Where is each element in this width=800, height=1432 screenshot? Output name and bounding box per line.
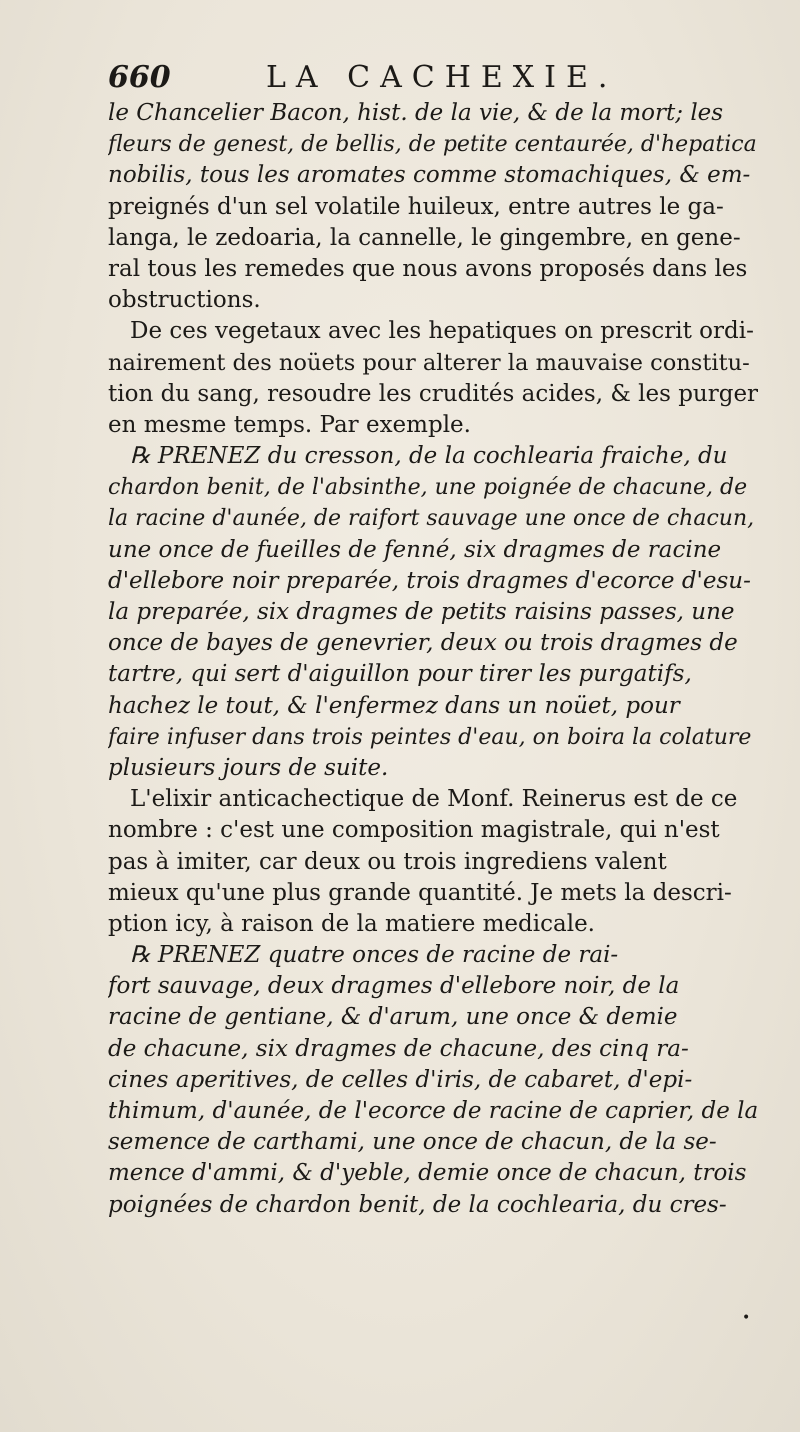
text-line: nobilis, tous les aromates comme stomachiques, & em- <box>108 162 751 189</box>
ink-mark: • <box>742 1310 751 1326</box>
text-line: tion du sang, resoudre les crudités acides, & les purger <box>108 380 758 407</box>
page-number: 660 <box>108 60 171 95</box>
text-line: mence d'ammi, & d'yeble, demie once de chacun, trois <box>108 1160 747 1187</box>
text-line: une once de fueilles de fenné, six dragmes de racine <box>108 536 722 563</box>
text-line: poignées de chardon benit, de la cochlearia, du cres- <box>108 1191 727 1218</box>
text-line: ral tous les remedes que nous avons proposés dans les <box>108 255 748 282</box>
text-line: racine de gentiane, & d'arum, une once & demie <box>108 1004 678 1031</box>
text-line: tartre, qui sert d'aiguillon pour tirer les purgatifs, <box>108 661 692 688</box>
text-line: mieux qu'une plus grande quantité. Je mets la descri- <box>108 879 732 906</box>
text-line: plusieurs jours de suite. <box>108 754 389 781</box>
text-line: en mesme temps. Par exemple. <box>108 411 471 438</box>
text-line: faire infuser dans trois peintes d'eau, on boira la colature <box>108 724 752 750</box>
text-line: cines aperitives, de celles d'iris, de cabaret, d'epi- <box>108 1066 693 1093</box>
paragraph-start: De ces vegetaux avec les hepatiques on prescrit ordi- <box>130 318 754 345</box>
recipe-start: ℞ PRENEZ quatre onces de racine de rai- <box>130 942 619 969</box>
text-line: fleurs de genest, de bellis, de petite centaurée, d'hepatica <box>108 132 757 158</box>
text-line: hachez le tout, & l'enfermez dans un noüet, pour <box>108 692 680 719</box>
text-line: d'ellebore noir preparée, trois dragmes d'ecorce d'esu- <box>108 567 751 594</box>
text-line: once de bayes de genevrier, deux ou trois dragmes de <box>108 630 738 657</box>
text-line: fort sauvage, deux dragmes d'ellebore noir, de la <box>108 973 680 1000</box>
paragraph-start: L'elixir anticachectique de Monf. Reinerus est de ce <box>130 786 738 813</box>
text-line: la preparée, six dragmes de petits raisins passes, une <box>108 599 735 625</box>
text-line: ption icy, à raison de la matiere medicale. <box>108 910 595 937</box>
text-line: chardon benit, de l'absinthe, une poignée de chacune, de <box>108 475 748 501</box>
text-line: langa, le zedoaria, la cannelle, le gingembre, en gene- <box>108 224 741 251</box>
text-line: nairement des noüets pour alterer la mauvaise constitu- <box>108 349 750 376</box>
text-line: preignés d'un sel volatile huileux, entre autres le ga- <box>108 193 724 220</box>
recipe-start: ℞ PRENEZ du cresson, de la cochlearia fraiche, du <box>130 443 728 470</box>
body-text <box>108 98 758 1221</box>
text-line: le Chancelier Bacon, hist. de la vie, & de la mort; les <box>108 100 724 126</box>
text-line: nombre : c'est une composition magistrale, qui n'est <box>108 817 720 844</box>
text-line: obstructions. <box>108 287 261 314</box>
text-line: de chacune, six dragmes de chacune, des cinq ra- <box>108 1035 689 1062</box>
text-line: thimum, d'aunée, de l'ecorce de racine de caprier, de la <box>108 1098 758 1124</box>
text-line: semence de carthami, une once de chacun, de la se- <box>108 1129 717 1156</box>
page-header <box>108 58 758 98</box>
text-line: pas à imiter, car deux ou trois ingrediens valent <box>108 848 667 875</box>
text-line: la racine d'aunée, de raifort sauvage une once de chacun, <box>108 506 755 532</box>
running-title: LA CACHEXIE. <box>266 60 618 95</box>
